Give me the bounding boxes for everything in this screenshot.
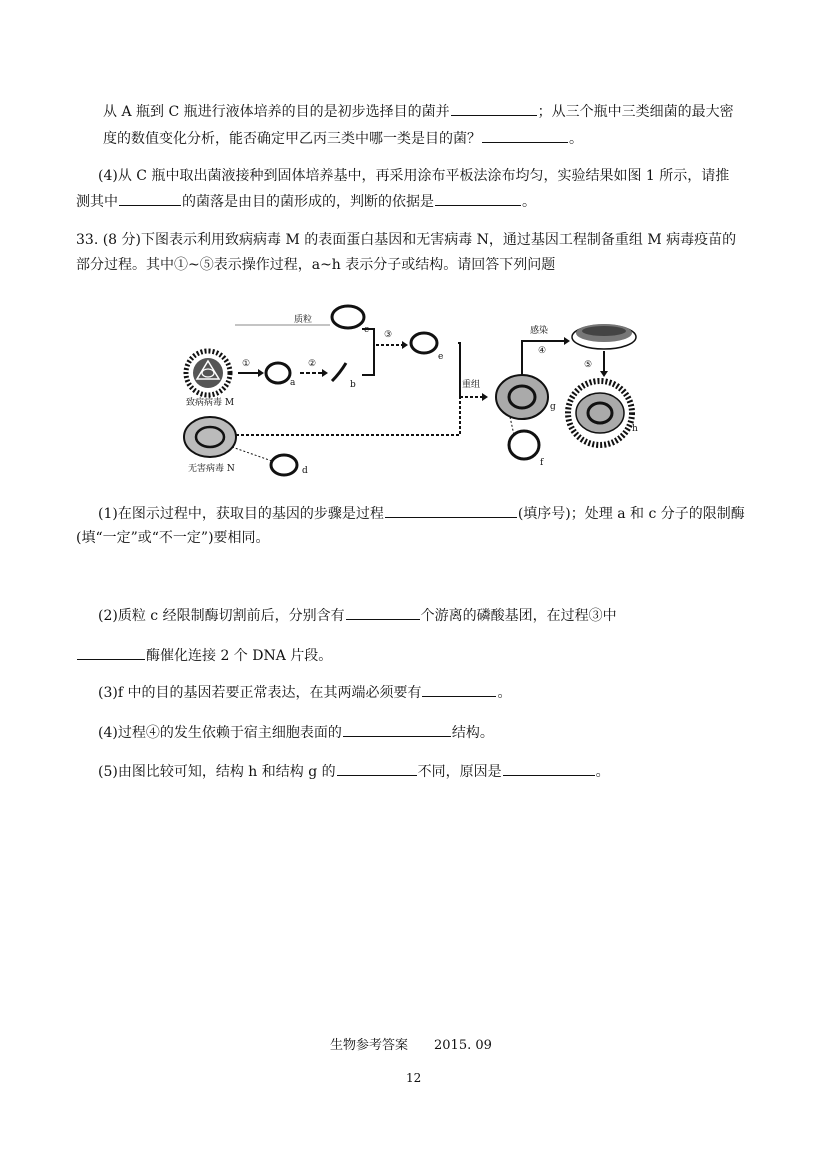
label-virus-n: 无害病毒 N — [188, 464, 235, 474]
dna-a — [266, 363, 290, 383]
answer-blank[interactable] — [435, 191, 521, 206]
label-d: d — [302, 466, 308, 476]
label-f: f — [540, 458, 544, 468]
step-3: ③ — [384, 330, 393, 340]
gene-engineering-diagram — [180, 295, 640, 485]
q32-line2 — [103, 128, 583, 149]
answer-blank[interactable] — [337, 761, 417, 776]
recombinant-e — [411, 333, 437, 353]
text: (填序号)；处理 a 和 c 分子的限制酶 — [517, 506, 745, 522]
label-e: e — [438, 352, 444, 362]
vaccine-virus-h-icon — [568, 381, 632, 445]
text: 不同，原因是 — [417, 764, 502, 780]
q33-part3 — [98, 682, 511, 703]
answer-blank[interactable] — [119, 191, 181, 206]
label-plasmid: 质粒 — [294, 315, 313, 325]
text: 部分过程。其中①~⑤表示操作过程，a~h 表示分子或结构。请回答下列问题 — [76, 257, 556, 273]
step-4: ④ — [538, 346, 547, 356]
q32-part4-line1 — [98, 166, 729, 186]
text: (4)从 C 瓶中取出菌液接种到固体培养基中，再采用涂布平板法涂布均匀，实验结果如图 1 所示，请推 — [98, 168, 730, 184]
q33-intro-line1 — [76, 230, 736, 250]
q33-part4 — [98, 722, 494, 743]
text: (3)f 中的目的基因若要正常表达，在其两端必须要有 — [98, 685, 422, 701]
text: (5)由图比较可知，结构 h 和结构 g 的 — [98, 764, 336, 780]
q33-part1-line1 — [98, 503, 745, 524]
answer-blank[interactable] — [343, 722, 451, 737]
label-c: c — [364, 325, 370, 335]
text: 。 — [522, 194, 536, 210]
text: 从 A 瓶到 C 瓶进行液体培养的目的是初步选择目的菌并 — [103, 104, 450, 120]
label-infect: 感染 — [530, 326, 549, 336]
text: 结构。 — [451, 725, 494, 741]
dna-d — [271, 455, 297, 475]
answer-blank[interactable] — [385, 503, 517, 518]
join-bracket — [362, 329, 374, 375]
q33-part2-line1 — [98, 605, 617, 626]
virus-m-icon — [186, 351, 230, 395]
label-h: h — [632, 424, 638, 434]
text: 酶催化连接 2 个 DNA 片段。 — [146, 648, 333, 664]
step-1: ① — [242, 359, 251, 369]
text: ；从三个瓶中三类细菌的最大密 — [537, 104, 734, 120]
text: 个游离的磷酸基团，在过程③中 — [420, 608, 617, 624]
text: (4)过程④的发生依赖于宿主细胞表面的 — [98, 725, 342, 741]
text: (填“一定”或“不一定”)要相同。 — [76, 530, 270, 546]
text: (1)在图示过程中，获取目的基因的步骤是过程 — [98, 506, 384, 522]
text: 33. (8 分)下图表示利用致病病毒 M 的表面蛋白基因和无害病毒 N，通过基因工程制备重组 M 病毒疫苗的 — [76, 232, 737, 248]
plasmid-c — [332, 306, 364, 328]
text: (2)质粒 c 经限制酶切割前后，分别含有 — [98, 608, 345, 624]
text: 度的数值变化分析，能否确定甲乙丙三类中哪一类是目的菌？ — [103, 131, 481, 147]
dna-f — [509, 431, 539, 459]
label-b: b — [350, 380, 356, 390]
step-5: ⑤ — [584, 360, 593, 370]
gene-fragment-b — [332, 363, 346, 381]
virus-n-icon — [184, 417, 236, 457]
answer-blank[interactable] — [451, 101, 537, 116]
text: 测其中 — [76, 194, 118, 210]
answer-blank[interactable] — [503, 761, 595, 776]
label-recombine: 重组 — [462, 380, 481, 390]
answer-blank[interactable] — [422, 682, 496, 697]
footer-title — [330, 1034, 492, 1053]
q32-line1 — [103, 101, 734, 122]
answer-blank[interactable] — [346, 605, 420, 620]
text: 2015. 09 — [434, 1038, 492, 1053]
q33-part1-line2 — [76, 528, 270, 548]
label-a: a — [290, 378, 296, 388]
answer-blank[interactable] — [77, 645, 145, 660]
label-g: g — [550, 402, 556, 412]
text: 。 — [497, 685, 512, 701]
host-cell-dish-icon — [572, 324, 636, 349]
q32-part4-line2 — [76, 191, 536, 212]
text: 生物参考答案 — [330, 1038, 409, 1053]
page-number: 12 — [406, 1071, 422, 1085]
q33-part5 — [98, 761, 610, 782]
answer-blank[interactable] — [482, 128, 568, 143]
label-virus-m: 致病病毒 M — [186, 398, 235, 408]
text: 的菌落是由目的菌形成的，判断的依据是 — [182, 194, 434, 210]
text: 。 — [569, 131, 583, 147]
q33-part2-line2 — [76, 645, 332, 666]
recombinant-virus-g-icon — [496, 375, 548, 419]
text: 。 — [595, 764, 610, 780]
step-2: ② — [308, 359, 317, 369]
q33-intro-line2 — [76, 255, 555, 275]
